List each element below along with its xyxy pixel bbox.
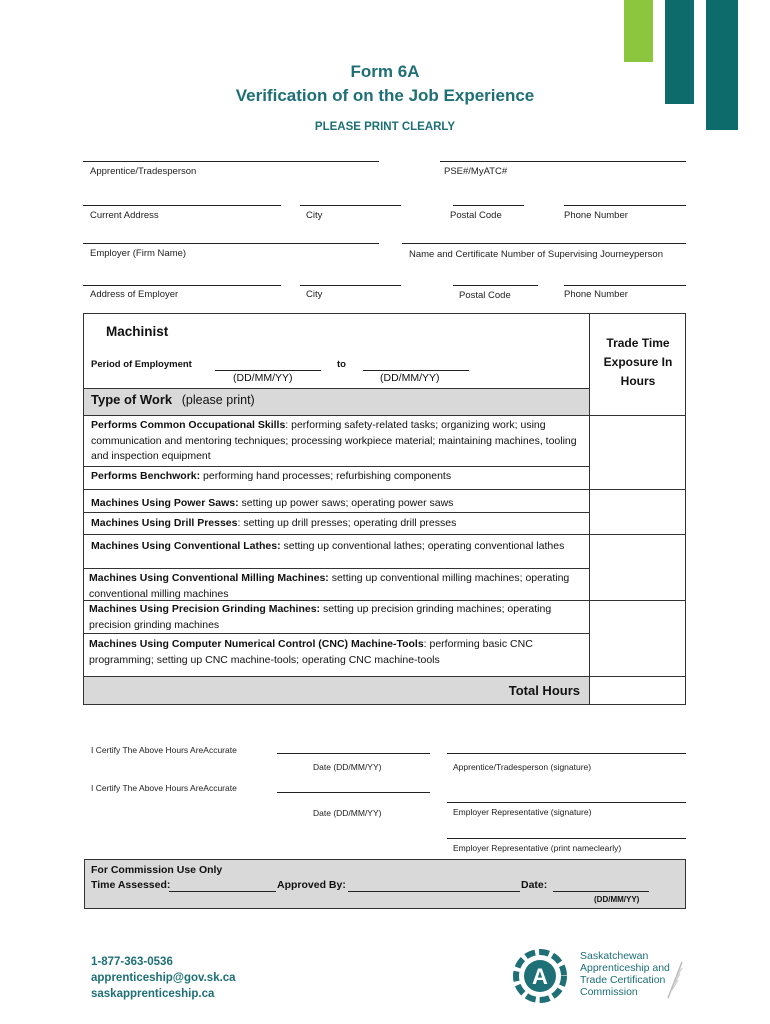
task-row <box>91 496 581 512</box>
task-row <box>89 602 585 633</box>
employer-name-field[interactable] <box>447 838 686 839</box>
postal-field[interactable] <box>453 205 524 206</box>
date-label-2: Date (DD/MM/YY) <box>313 808 382 818</box>
address-field[interactable] <box>83 205 281 206</box>
hours-input-occupational[interactable] <box>590 416 685 488</box>
city-field[interactable] <box>300 205 401 206</box>
pse-field[interactable] <box>440 161 686 162</box>
period-start-field[interactable] <box>215 370 321 371</box>
employer-postal-field[interactable] <box>453 285 538 286</box>
row-divider <box>83 568 589 569</box>
employer-label: Employer (Firm Name) <box>90 248 187 259</box>
period-end-field[interactable] <box>363 370 469 371</box>
decor-bar-green <box>624 0 653 62</box>
apprentice-signature-field[interactable] <box>447 753 686 754</box>
commission-date-field[interactable] <box>553 891 649 892</box>
approved-by-field[interactable] <box>348 891 520 892</box>
footer-phone: 1-877-363-0536 <box>91 956 173 968</box>
task-title: Machines Using Conventional Milling Machines: <box>89 572 329 584</box>
exposure-header: Trade Time Exposure In Hours <box>603 336 673 388</box>
task-row <box>91 539 581 555</box>
employer-postal-label: Postal Code <box>459 290 511 301</box>
logo-line: Apprenticeship and <box>580 962 670 974</box>
address-label: Current Address <box>90 210 159 221</box>
employer-address-field[interactable] <box>83 285 281 286</box>
print-instruction: PLEASE PRINT CLEARLY <box>314 121 456 133</box>
footer-website[interactable]: saskapprenticeship.ca <box>91 988 215 1000</box>
period-to-label: to <box>337 359 346 370</box>
date-field-1[interactable] <box>277 753 430 754</box>
task-row <box>91 469 581 485</box>
supervisor-label: Name and Certificate Number of Supervising Journeyperson <box>409 249 663 260</box>
task-title: Machines Using Drill Presses <box>91 517 238 529</box>
commission-date-label: Date: <box>521 879 548 891</box>
footer-email[interactable]: apprenticeship@gov.sk.ca <box>91 972 236 984</box>
task-title: Machines Using Precision Grinding Machines: <box>89 603 321 615</box>
phone-label: Phone Number <box>564 210 628 221</box>
task-description: setting up conventional milling machines; operating conventional milling machines <box>89 572 570 600</box>
employer-signature-field[interactable] <box>447 802 686 803</box>
hours-input-lathes[interactable] <box>590 535 685 599</box>
date-field-2[interactable] <box>277 792 430 793</box>
time-assessed-label: Time Assessed: <box>91 879 171 891</box>
wheat-icon <box>664 960 688 1000</box>
time-assessed-field[interactable] <box>169 891 276 892</box>
task-title: Machines Using Power Saws: <box>91 497 239 509</box>
logo-line: Trade Certification <box>580 974 666 986</box>
logo-line: Saskatchewan <box>580 950 649 962</box>
task-description: : performing basic CNC programming; setting up CNC machine-tools; operating CNC machine-tools <box>89 638 533 666</box>
trade-name: Machinist <box>106 324 169 339</box>
row-divider <box>83 512 589 513</box>
apprentice-signature-label: Apprentice/Tradesperson (signature) <box>453 762 592 772</box>
task-description: : setting up drill presses; operating drill presses <box>237 517 457 529</box>
task-description: setting up conventional lathes; operating conventional lathes <box>280 540 565 552</box>
satcc-logo <box>508 946 688 1006</box>
logo-letter: A <box>532 964 548 989</box>
phone-field[interactable] <box>564 205 686 206</box>
end-date-format: (DD/MM/YY) <box>380 372 440 384</box>
task-row <box>89 637 585 668</box>
apprentice-field[interactable] <box>83 161 379 162</box>
employer-address-label: Address of Employer <box>90 289 179 300</box>
row-divider <box>83 633 589 634</box>
task-description: performing hand processes; refurbishing components <box>200 470 452 482</box>
employer-name-label: Employer Representative (print nameclearly) <box>453 843 622 853</box>
employer-signature-label: Employer Representative (signature) <box>453 807 592 817</box>
supervisor-field[interactable] <box>402 243 686 244</box>
type-of-work-label: Type of Work <box>91 392 173 407</box>
period-label: Period of Employment <box>91 359 192 370</box>
employer-phone-field[interactable] <box>564 285 686 286</box>
task-description: setting up precision grinding machines; operating precision grinding machines <box>89 603 552 631</box>
please-print-label: (please print) <box>181 393 255 407</box>
certify-statement-1: I Certify The Above Hours AreAccurate <box>91 745 237 755</box>
total-hours-label: Total Hours <box>508 683 580 698</box>
task-row <box>91 418 581 465</box>
logo-text <box>580 950 670 998</box>
task-row <box>91 516 581 532</box>
approved-by-label: Approved By: <box>277 879 346 891</box>
total-hours-input[interactable] <box>590 677 685 704</box>
commission-date-format: (DD/MM/YY) <box>594 895 640 904</box>
start-date-format: (DD/MM/YY) <box>233 372 293 384</box>
date-label-1: Date (DD/MM/YY) <box>313 762 382 772</box>
row-divider <box>83 466 589 467</box>
apprentice-label: Apprentice/Tradesperson <box>90 166 197 177</box>
row-divider <box>83 388 589 389</box>
type-of-work-heading <box>91 392 255 407</box>
form-title: Verification of on the Job Experience <box>235 86 535 105</box>
task-row <box>89 571 581 602</box>
employer-city-field[interactable] <box>300 285 401 286</box>
task-title: Machines Using Computer Numerical Control (CNC) Machine-Tools <box>89 638 424 650</box>
certify-statement-2: I Certify The Above Hours AreAccurate <box>91 783 237 793</box>
employer-field[interactable] <box>83 243 379 244</box>
employer-phone-label: Phone Number <box>564 289 628 300</box>
city-label: City <box>306 210 323 221</box>
employer-city-label: City <box>306 289 323 300</box>
hours-input-grinding[interactable] <box>590 601 685 675</box>
task-title: Performs Common Occupational Skills <box>91 419 286 431</box>
task-description: : performing safety-related tasks; organizing work; using communication and mentoring techniques; processing workpiece material; maintaining machines, tooling and inspection equipment <box>91 419 577 462</box>
hours-input-power-saws[interactable] <box>590 490 685 533</box>
form-number: Form 6A <box>350 62 420 81</box>
postal-label: Postal Code <box>450 210 502 221</box>
task-title: Performs Benchwork: <box>91 470 201 482</box>
task-description: setting up power saws; operating power saws <box>238 497 454 509</box>
commission-title: For Commission Use Only <box>91 864 223 876</box>
logo-line: Commission <box>580 986 638 998</box>
pse-label: PSE#/MyATC# <box>444 166 508 177</box>
satcc-logo-mark-icon <box>508 946 572 1006</box>
task-title: Machines Using Conventional Lathes: <box>91 540 281 552</box>
